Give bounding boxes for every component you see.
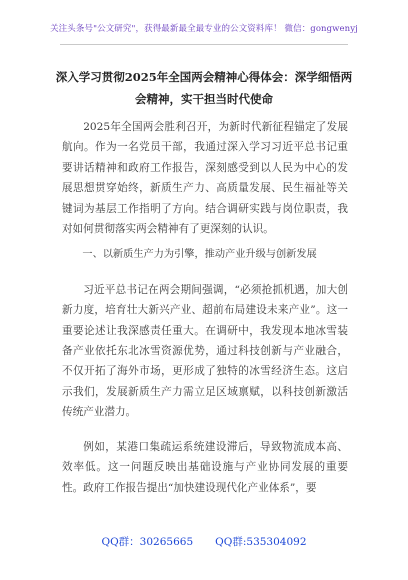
body-paragraph-3: 例如，某港口集疏运系统建设滞后，导致物流成本高、效率低。这一问题反映出基础设施与产业协同发展的重要性。政府工作报告提出“加快建设现代化产业体系”，要 [62,440,348,494]
footer-qq-group-1: QQ群：30265665 [101,536,194,548]
section-heading-1: 一、以新质生产力为引擎，推动产业升级与创新发展 [82,249,317,261]
document-body [62,117,348,498]
body-paragraph-2: 习近平总书记在两会期间强调，“必须抢抓机遇，加大创新力度，培育壮大新兴产业、超前布局建设未来产业”。这一重要论述让我深感责任重大。在调研中，我发现本地冰雪装备产业依托东北冰雪资源优势，通过科技创新与产业融合，不仅开拓了海外市场，更形成了独特的冰雪经济生态。这启示我们，发展新质生产力需立足区域禀赋，以科技创新激活传统产业潜力。 [62,283,348,419]
header-divider [60,44,348,45]
title-line-2: 会精神，实干担当时代使命 [135,92,273,106]
body-paragraph-intro: 2025年全国两会胜利召开，为新时代新征程锚定了发展航向。作为一名党员干部，我通过深入学习习近平总书记重要讲话精神和政府工作报告，深刻感受到以人民为中心的发展思想贯穿始终，新质生产力、高质量发展、民生福祉等关键词为基层工作指明了方向。结合调研实践与岗位职责，我对如何贯彻落实两会精神有了更深刻的认识。 [62,121,348,236]
document-title [52,66,356,110]
top-banner: 关注头条号"公文研究"，获得最新最全最专业的公文资料库！ 微信：gongwenyj [50,24,358,34]
title-line-1: 深入学习贯彻2025年全国两会精神心得体会：深学细悟两 [55,70,353,84]
footer-qq-group-2: QQ群:535304092 [215,536,307,548]
footer-contact [0,534,408,549]
